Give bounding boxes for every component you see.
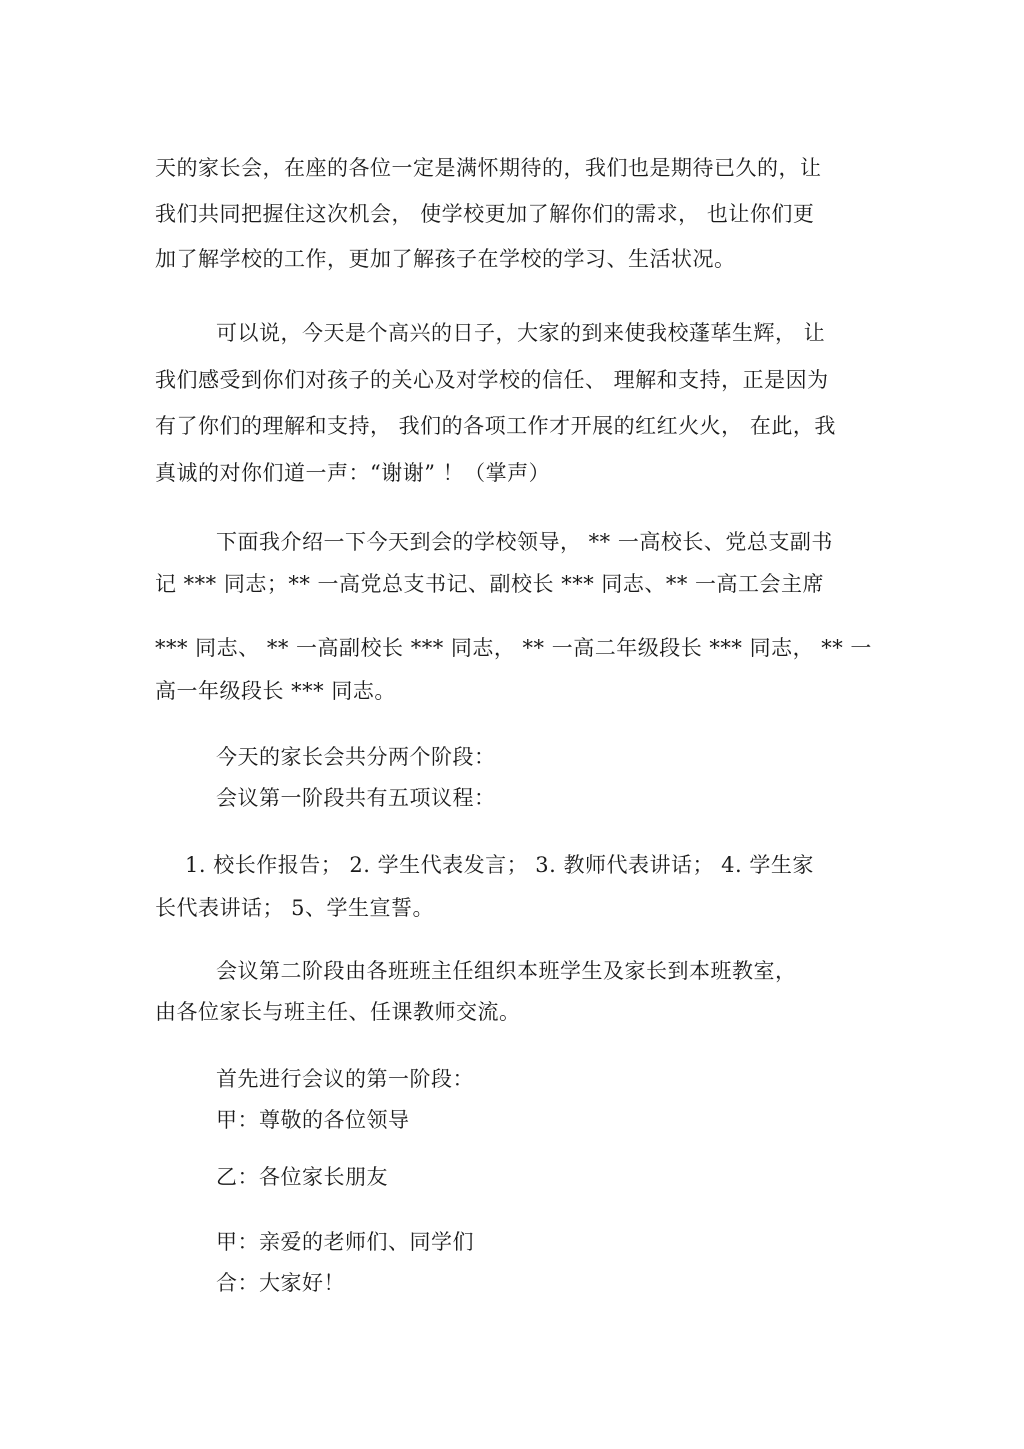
paragraph-1-line-2: 我们共同把握住这次机会， 使学校更加了解你们的需求， 也让你们更 <box>155 202 815 226</box>
paragraph-3-line-1: 下面我介绍一下今天到会的学校领导， ** 一高校长、党总支副书 <box>216 530 833 554</box>
paragraph-3-line-2: 记 *** 同志；** 一高党总支书记、副校长 *** 同志、** 一高工会主席 <box>155 572 825 596</box>
paragraph-2-line-1: 可以说，今天是个高兴的日子，大家的到来使我校蓬荜生辉， 让 <box>216 321 826 345</box>
paragraph-1-line-1: 天的家长会，在座的各位一定是满怀期待的，我们也是期待已久的，让 <box>155 156 822 180</box>
dialogue-line-2: 乙：各位家长朋友 <box>216 1165 388 1189</box>
dialogue-line-3: 甲：亲爱的老师们、同学们 <box>216 1230 474 1254</box>
paragraph-2-line-2: 我们感受到你们对孩子的关心及对学校的信任、 理解和支持，正是因为 <box>155 368 829 392</box>
agenda-line-1: 1. 校长作报告； 2. 学生代表发言； 3. 教师代表讲话； 4. 学生家 <box>185 853 814 877</box>
dialogue-line-1: 甲：尊敬的各位领导 <box>216 1108 410 1132</box>
dialogue-line-4: 合：大家好！ <box>216 1271 345 1295</box>
stage-two-line-1: 会议第二阶段由各班班主任组织本班学生及家长到本班教室， <box>216 959 797 983</box>
paragraph-3-line-3: *** 同志、 ** 一高副校长 *** 同志， ** 一高二年级段长 *** 同志， ** 一 <box>155 636 872 660</box>
stages-intro: 今天的家长会共分两个阶段： <box>216 745 496 769</box>
paragraph-3-line-4: 高一年级段长 *** 同志。 <box>155 679 396 703</box>
agenda-line-2: 长代表讲话； 5、学生宣誓。 <box>155 896 435 920</box>
stage-two-line-2: 由各位家长与班主任、任课教师交流。 <box>155 1000 521 1024</box>
begin-first-stage: 首先进行会议的第一阶段： <box>216 1067 474 1091</box>
paragraph-1-line-3: 加了解学校的工作，更加了解孩子在学校的学习、生活状况。 <box>155 247 736 271</box>
paragraph-2-line-4: 真诚的对你们道一声：“谢谢” ！（掌声） <box>155 461 551 485</box>
stage-one-intro: 会议第一阶段共有五项议程： <box>216 786 496 810</box>
paragraph-2-line-3: 有了你们的理解和支持， 我们的各项工作才开展的红红火火， 在此，我 <box>155 414 836 438</box>
